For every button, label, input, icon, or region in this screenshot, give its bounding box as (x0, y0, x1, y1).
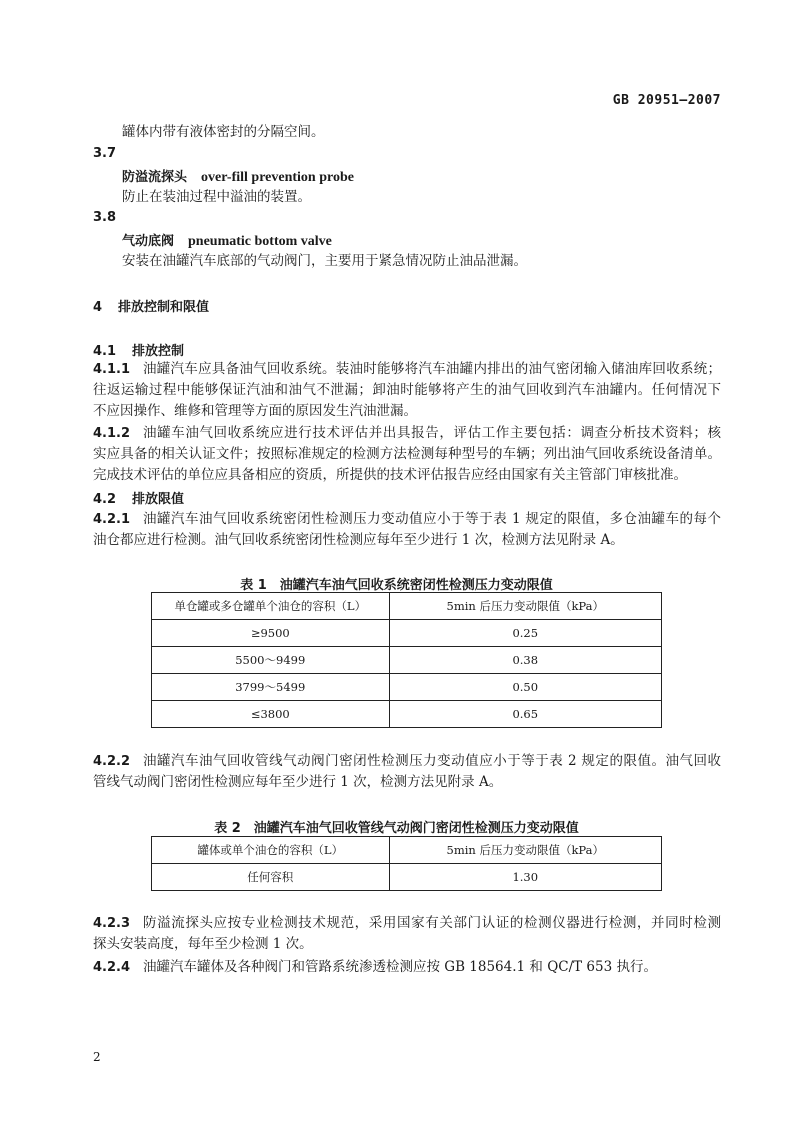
page-number: 2 (93, 1050, 101, 1064)
clause-4-2-4-line: 油罐汽车罐体及各种阀门和管路系统渗透检测应按 GB 18564.1 和 QC/T 653 执行。 (143, 959, 657, 975)
term-3-7-title (122, 166, 354, 186)
table-cell: 5500～9499 (152, 647, 390, 674)
table-cell: 0.50 (389, 674, 661, 701)
table-cell: 0.38 (389, 647, 661, 674)
term-3-7-zh: 防溢流探头 (122, 170, 188, 185)
clause-4-2-2-line: 管线气动阀门密闭性检测应每年至少进行 1 次，检测方法见附录 A。 (93, 774, 503, 790)
clause-4-2-3-line: 探头安装高度，每年至少检测 1 次。 (93, 936, 313, 952)
table-cell: 0.65 (389, 701, 661, 728)
term-3-8-en: pneumatic bottom valve (188, 234, 332, 249)
table-row (152, 620, 662, 647)
clause-4-2-1-number: 4.2.1 (93, 512, 131, 527)
clause-4-2-3-line: 防溢流探头应按专业检测技术规范，采用国家有关部门认证的检测仪器进行检测，并同时检测 (143, 915, 721, 931)
clause-4-2-3-number: 4.2.3 (93, 916, 131, 931)
section-4-2-number: 4.2 (93, 492, 117, 507)
table-2-caption: 表 2 油罐汽车油气回收管线气动阀门密闭性检测压力变动限值 (214, 821, 579, 836)
term-3-8-title (122, 230, 332, 250)
term-3-7-number: 3.7 (93, 146, 117, 161)
clause-4-1-1-line: 不应因操作、维修和管理等方面的原因发生汽油泄漏。 (93, 403, 417, 419)
section-4-2-title: 排放限值 (132, 492, 185, 507)
section-4-1-number: 4.1 (93, 344, 117, 359)
table-row (152, 701, 662, 728)
clause-4-1-1-line: 油罐汽车应具备油气回收系统。装油时能够将汽车油罐内排出的油气密闭输入储油库回收系统； (143, 361, 721, 377)
table-cell: 任何容积 (152, 864, 390, 891)
section-4-2-heading (93, 488, 184, 507)
section-4-1-title: 排放控制 (132, 344, 185, 359)
term-3-8-definition: 安装在油罐汽车底部的气动阀门，主要用于紧急情况防止油品泄漏。 (122, 253, 527, 269)
table-1-caption: 表 1 油罐汽车油气回收系统密闭性检测压力变动限值 (240, 578, 553, 593)
table-cell: 3799～5499 (152, 674, 390, 701)
clause-4-1-1-line: 往返运输过程中能够保证汽油和油气不泄漏；卸油时能够将产生的油气回收到汽车油罐内。任何情况下 (93, 382, 721, 398)
clause-4-1-2-line: 实应具备的相关认证文件；按照标准规定的检测方法检测每种型号的车辆；列出油气回收系统设备清单。 (93, 446, 721, 462)
term-3-7-en: over-fill prevention probe (201, 170, 354, 185)
term-continuation: 罐体内带有液体密封的分隔空间。 (122, 124, 325, 140)
table-cell: ≥9500 (152, 620, 390, 647)
clause-4-1-2-number: 4.1.2 (93, 426, 131, 441)
clause-4-2-4-number: 4.2.4 (93, 960, 131, 975)
clause-4-2-2-line: 油罐汽车油气回收管线气动阀门密闭性检测压力变动值应小于等于表 2 规定的限值。油气回收 (143, 753, 721, 769)
standard-number: GB 20951—2007 (612, 93, 721, 108)
table-header-row (152, 593, 662, 620)
table-2 (151, 836, 662, 891)
term-3-8-zh: 气动底阀 (122, 234, 175, 249)
table-header-cell: 罐体或单个油仓的容积（L） (152, 837, 390, 864)
table-cell: ≤3800 (152, 701, 390, 728)
clause-4-1-2-line: 完成技术评估的单位应具备相应的资质，所提供的技术评估报告应经由国家有关主管部门审核批准。 (93, 467, 687, 483)
clause-4-2-1-line: 油罐汽车油气回收系统密闭性检测压力变动值应小于等于表 1 规定的限值，多仓油罐车的每个 (143, 511, 721, 527)
clause-4-2-1-line: 油仓都应进行检测。油气回收系统密闭性检测应每年至少进行 1 次，检测方法见附录 A。 (93, 532, 624, 548)
table-cell: 0.25 (389, 620, 661, 647)
section-4-1-heading (93, 340, 184, 359)
table-row (152, 864, 662, 891)
section-4-number: 4 (93, 300, 103, 315)
table-row (152, 674, 662, 701)
table-cell: 1.30 (389, 864, 661, 891)
clause-4-1-1-number: 4.1.1 (93, 362, 131, 377)
table-header-row (152, 837, 662, 864)
table-header-cell: 5min 后压力变动限值（kPa） (389, 593, 661, 620)
clause-4-2-2-number: 4.2.2 (93, 754, 131, 769)
clause-4-1-2-line: 油罐车油气回收系统应进行技术评估并出具报告，评估工作主要包括：调查分析技术资料；核 (143, 425, 721, 441)
table-1 (151, 592, 662, 728)
table-header-cell: 单仓罐或多仓罐单个油仓的容积（L） (152, 593, 390, 620)
section-4-title: 排放控制和限值 (118, 300, 210, 315)
table-row (152, 647, 662, 674)
section-4-heading (93, 296, 209, 315)
term-3-7-definition: 防止在装油过程中溢油的装置。 (122, 189, 311, 205)
table-header-cell: 5min 后压力变动限值（kPa） (389, 837, 661, 864)
term-3-8-number: 3.8 (93, 210, 117, 225)
